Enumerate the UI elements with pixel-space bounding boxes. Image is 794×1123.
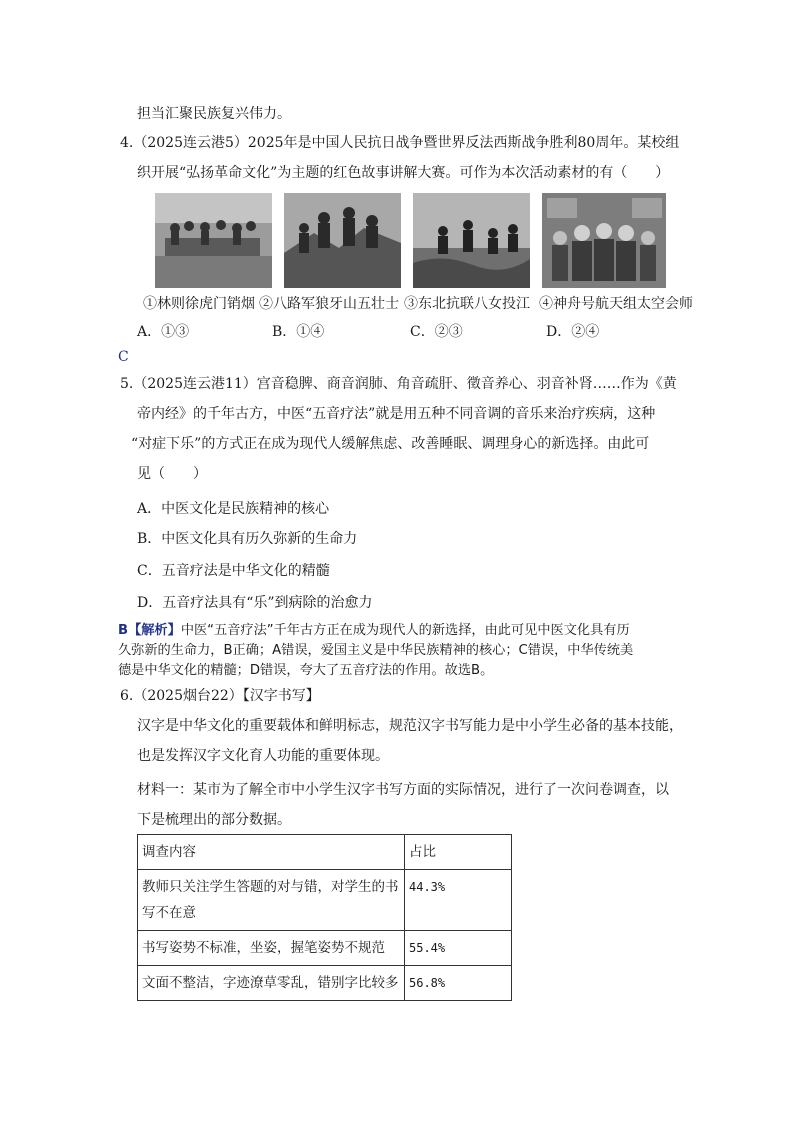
- q4-picture-2: [284, 193, 401, 288]
- q5-option-b: B．中医文化具有历久弥新的生命力: [137, 531, 358, 547]
- q5-analysis-line-1: [118, 621, 630, 640]
- table-cell-pct: 55.4%: [405, 931, 512, 966]
- q5-stem-line-1: 5.（2025连云港11）宫音稳脾、商音润肺、角音疏肝、徵音养心、羽音补肾……作为《黄: [120, 376, 677, 392]
- q6-intro-line-2: 也是发挥汉字文化育人功能的重要体现。: [137, 748, 389, 764]
- table-header-pct: 占比: [405, 835, 512, 870]
- q4-caption-1: ①林则徐虎门销烟: [143, 296, 255, 312]
- q5-option-a: A．中医文化是民族精神的核心: [137, 501, 330, 517]
- q4-option-a: A．①③: [137, 324, 190, 340]
- q5-analysis-text-1: 中医“五音疗法”千年古方正在成为现代人的新选择，由此可见中医文化具有历: [180, 623, 630, 638]
- table-header-row: [138, 835, 512, 870]
- table-cell-content-line-2: 写不在意: [142, 905, 196, 921]
- table-row: [138, 870, 512, 931]
- q5-answer-letter: B: [118, 623, 129, 638]
- q5-option-d: D．五音疗法具有“乐”到病除的治愈力: [137, 595, 373, 611]
- table-cell-content: [138, 870, 405, 931]
- q5-stem-line-3: “对症下乐”的方式正在成为现代人缓解焦虑、改善睡眠、调理身心的新选择。由此可: [131, 436, 650, 452]
- table-cell-content-line-1: 教师只关注学生答题的对与错，对学生的书: [142, 879, 399, 895]
- q5-option-c: C．五音疗法是中华文化的精髓: [137, 563, 330, 579]
- table-cell-pct: 56.8%: [405, 966, 512, 1001]
- q5-stem-line-4: 见（ ）: [137, 466, 207, 482]
- q4-option-c: C．②③: [410, 324, 463, 340]
- q4-caption-2: ②八路军狼牙山五壮士: [259, 296, 399, 312]
- q4-caption-3: ③东北抗联八女投江: [404, 296, 530, 312]
- table-header-content: 调查内容: [138, 835, 405, 870]
- q5-analysis-line-2: 久弥新的生命力，B正确；A错误，爱国主义是中华民族精神的核心；C错误，中华传统美: [118, 643, 634, 658]
- q6-material-line-2: 下是梳理出的部分数据。: [137, 812, 291, 828]
- q6-intro-line-1: 汉字是中华文化的重要载体和鲜明标志，规范汉字书写能力是中小学生必备的基本技能，: [137, 718, 683, 734]
- q6-material-line-1: 材料一：某市为了解全市中小学生汉字书写方面的实际情况，进行了一次问卷调查，以: [137, 782, 669, 798]
- q4-picture-4: [542, 193, 666, 288]
- q5-analysis-line-3: 德是中华文化的精髓；D错误，夸大了五音疗法的作用。故选B。: [118, 663, 494, 678]
- q4-picture-3: [413, 193, 530, 288]
- q5-stem-line-2: 帝内经》的千年古方，中医“五音疗法”就是用五种不同音调的音乐来治疗疾病，这种: [137, 406, 656, 422]
- q5-analysis-tag: 【解析】: [128, 623, 181, 638]
- q4-picture-1: [155, 193, 272, 288]
- survey-table: [137, 834, 512, 1001]
- q4-stem-line-1: 4.（2025连云港5）2025年是中国人民抗日战争暨世界反法西斯战争胜利80周年。某校组: [120, 135, 680, 151]
- table-row: [138, 966, 512, 1001]
- q4-stem-line-2: 织开展“弘扬革命文化”为主题的红色故事讲解大赛。可作为本次活动素材的有（ ）: [137, 165, 670, 181]
- table-cell-pct: 44.3%: [405, 870, 512, 931]
- q6-stem: 6.（2025烟台22）【汉字书写】: [120, 688, 320, 704]
- q4-option-d: D．②④: [546, 324, 600, 340]
- table-cell-content: 书写姿势不标准，坐姿，握笔姿势不规范: [138, 931, 405, 966]
- q4-answer: C: [118, 349, 129, 365]
- q4-caption-4: ④神舟号航天组太空会师: [539, 296, 693, 312]
- table-row: [138, 931, 512, 966]
- previous-answer-continuation: 担当汇聚民族复兴伟力。: [137, 106, 291, 122]
- q4-picture-row: [155, 193, 695, 288]
- table-cell-content: 文面不整洁，字迹潦草零乱，错别字比较多: [138, 966, 405, 1001]
- q4-option-b: B．①④: [272, 324, 325, 340]
